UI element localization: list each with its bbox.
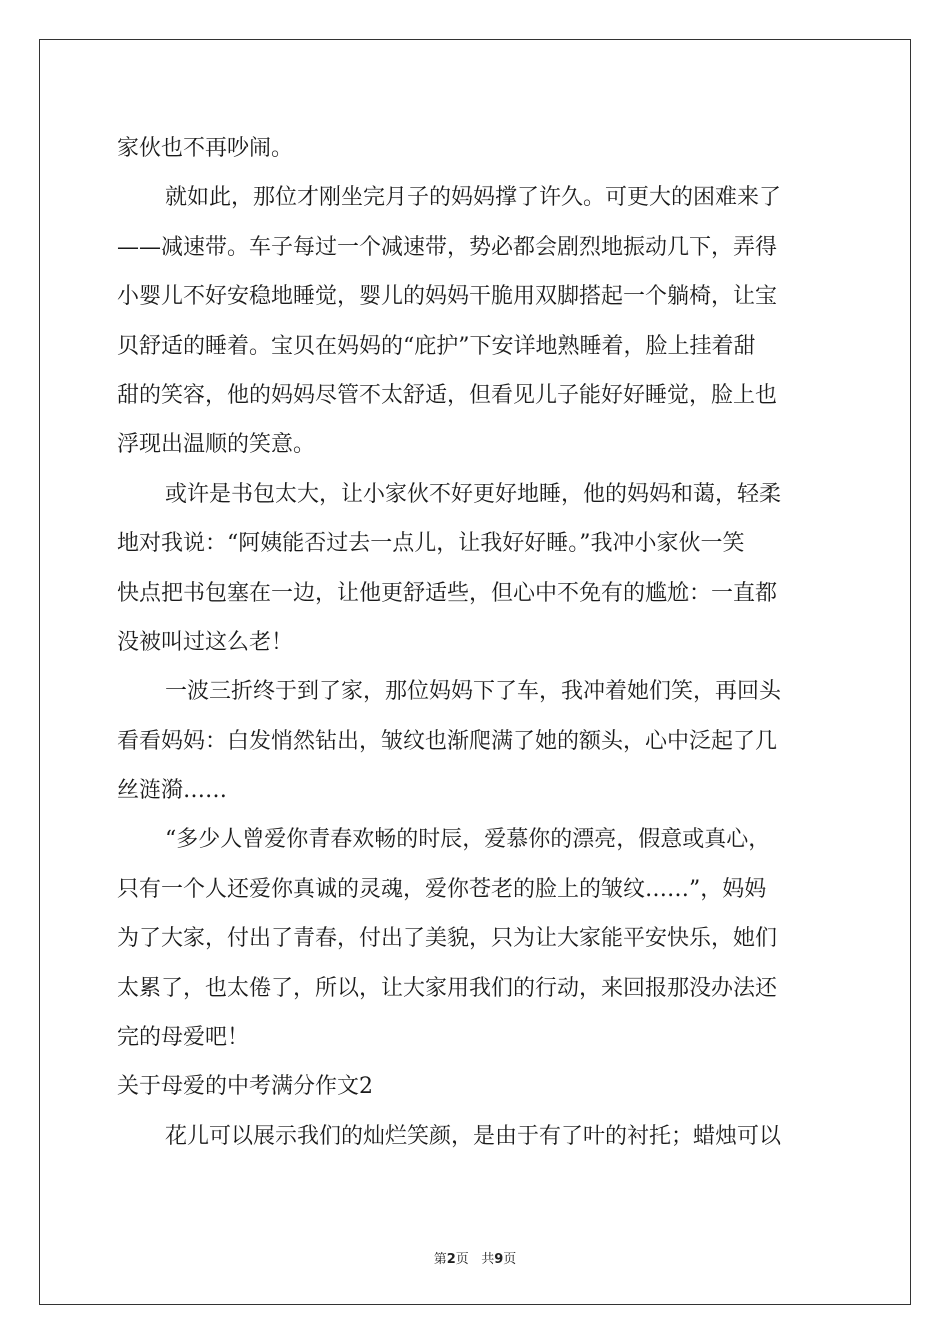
page-number: 2 <box>446 1252 456 1267</box>
page-footer <box>0 1248 950 1267</box>
text-line: ——减速带。车子每过一个减速带，势必都会剧烈地振动几下，弄得 <box>117 234 778 260</box>
text-line: 丝涟漪…… <box>117 778 228 804</box>
paragraph-start: 一波三折终于到了家，那位妈妈下了车，我冲着她们笑，再回头 <box>165 679 782 705</box>
total-suffix: 页 <box>503 1252 517 1267</box>
text-line: 甜的笑容，他的妈妈尽管不太舒适，但看见儿子能好好睡觉，脸上也 <box>117 382 778 408</box>
total-prefix: 共 <box>481 1252 495 1267</box>
page-prefix: 第 <box>433 1252 447 1267</box>
text-line: 浮现出温顺的笑意。 <box>117 432 316 458</box>
paragraph-start: “多少人曾爱你青春欢畅的时辰，爱慕你的漂亮，假意或真心， <box>165 827 771 853</box>
text-line: 太累了，也太倦了，所以，让大家用我们的行动，来回报那没办法还 <box>117 975 778 1001</box>
page-suffix: 页 <box>455 1252 469 1267</box>
text-line: 地对我说：“阿姨能否过去一点儿，让我好好睡。”我冲小家伙一笑 <box>117 531 745 557</box>
text-line: 贝舒适的睡着。宝贝在妈妈的“庇护”下安详地熟睡着，脸上挂着甜 <box>117 333 756 359</box>
document-body <box>117 124 837 1161</box>
paragraph-start: 花儿可以展示我们的灿烂笑颜，是由于有了叶的衬托；蜡烛可以 <box>165 1123 782 1149</box>
text-line: 为了大家，付出了青春，付出了美貌，只为让大家能平安快乐，她们 <box>117 926 778 952</box>
text-line: 快点把书包塞在一边，让他更舒适些，但心中不免有的尴尬：一直都 <box>117 580 778 606</box>
paragraph-start: 就如此，那位才刚坐完月子的妈妈撑了许久。可更大的困难来了 <box>165 185 782 211</box>
text-line: 小婴儿不好安稳地睡觉，婴儿的妈妈干脆用双脚搭起一个躺椅，让宝 <box>117 284 778 310</box>
paragraph-start: 或许是书包太大，让小家伙不好更好地睡，他的妈妈和蔼，轻柔 <box>165 481 782 507</box>
text-line: 只有一个人还爱你真诚的灵魂，爱你苍老的脸上的皱纹……”，妈妈 <box>117 876 767 902</box>
section-heading: 关于母爱的中考满分作文2 <box>117 1074 373 1100</box>
text-line: 家伙也不再吵闹。 <box>117 136 294 161</box>
total-pages: 9 <box>494 1252 504 1267</box>
text-line: 看看妈妈：白发悄然钻出，皱纹也渐爬满了她的额头，心中泛起了几 <box>117 728 778 754</box>
text-line: 完的母爱吧！ <box>117 1025 250 1051</box>
text-line: 没被叫过这么老！ <box>117 629 294 655</box>
